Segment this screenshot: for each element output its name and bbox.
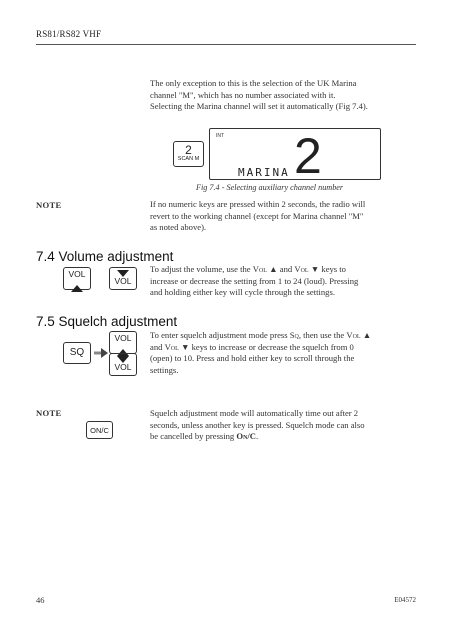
- vol-up-key-label: VOL: [68, 269, 86, 279]
- squelch-paragraph: [150, 330, 420, 376]
- vol-down-key: [109, 267, 137, 290]
- squelch-line-1: To enter squelch adjustment mode press Sq, then use the Vol ▲: [150, 330, 372, 340]
- squelch-vol-down-label: VOL: [114, 362, 132, 372]
- section-title-volume: 7.4 Volume adjustment: [36, 249, 174, 264]
- note-line-3: as noted above).: [150, 222, 207, 233]
- note-2-line-3: be cancelled by pressing On/C.: [150, 431, 259, 442]
- page-header: RS81/RS82 VHF: [36, 29, 102, 39]
- sq-key: [63, 342, 91, 364]
- vol-up-key: [63, 267, 91, 290]
- note-2-line-1: Squelch adjustment mode will automatically time out after 2: [150, 408, 359, 418]
- note-label: NOTE: [36, 200, 62, 210]
- page-number: 46: [36, 595, 45, 605]
- on-c-key-label: ON/C: [90, 426, 109, 435]
- squelch-line-2: and Vol ▼ keys to increase or decrease the squelch from 0: [150, 341, 354, 352]
- arrow-right-icon: [93, 347, 109, 359]
- note-2-paragraph: [150, 408, 420, 443]
- document-code: E04572: [394, 596, 416, 604]
- note-paragraph: [150, 199, 420, 234]
- note-2-line-2: seconds, unless another key is pressed. Squelch mode can also: [150, 419, 365, 430]
- squelch-vol-up-label: VOL: [114, 333, 132, 343]
- on-c-key: [86, 421, 113, 439]
- note-line-2: revert to the working channel (except for Marina channel "M": [150, 210, 364, 221]
- note-line-1: If no numeric keys are pressed within 2 seconds, the radio will: [150, 199, 366, 209]
- scan-m-key: [173, 141, 204, 167]
- intro-line-2: channel "M", which has no number associated with it.: [150, 89, 336, 100]
- volume-paragraph: [150, 264, 420, 299]
- squelch-vol-up-key: [109, 331, 137, 354]
- key-sub-label: SCAN M: [177, 156, 200, 162]
- lcd-channel-digit: 2: [294, 128, 322, 184]
- header-rule: [36, 44, 416, 45]
- volume-line-2: increase or decrease the setting from 1 to 24 (loud). Pressing: [150, 275, 359, 286]
- key-number: 2: [185, 143, 192, 157]
- triangle-up-icon: [71, 285, 83, 292]
- squelch-line-4: settings.: [150, 364, 179, 375]
- figure-caption: Fig 7.4 - Selecting auxiliary channel number: [196, 183, 344, 192]
- vol-down-key-label: VOL: [114, 276, 132, 286]
- intro-line-3: Selecting the Marina channel will set it automatically (Fig 7.4).: [150, 101, 368, 112]
- section-title-squelch: 7.5 Squelch adjustment: [36, 314, 178, 329]
- lcd-display: [209, 128, 381, 184]
- volume-line-1: To adjust the volume, use the Vol ▲ and Vol ▼ keys to: [150, 264, 346, 274]
- squelch-line-3: (open) to 10. Press and hold either key to scroll through the: [150, 353, 355, 364]
- intro-paragraph: [150, 78, 420, 113]
- note-label-2: NOTE: [36, 408, 62, 418]
- lcd-marina-text: MARINA: [238, 166, 290, 179]
- squelch-vol-down-key: [109, 353, 137, 376]
- sq-key-label: SQ: [69, 347, 85, 358]
- intro-line-1: The only exception to this is the selection of the UK Marina: [150, 78, 357, 88]
- lcd-int-indicator: INT: [216, 133, 225, 139]
- volume-line-3: and holding either key will cycle through the settings.: [150, 287, 335, 298]
